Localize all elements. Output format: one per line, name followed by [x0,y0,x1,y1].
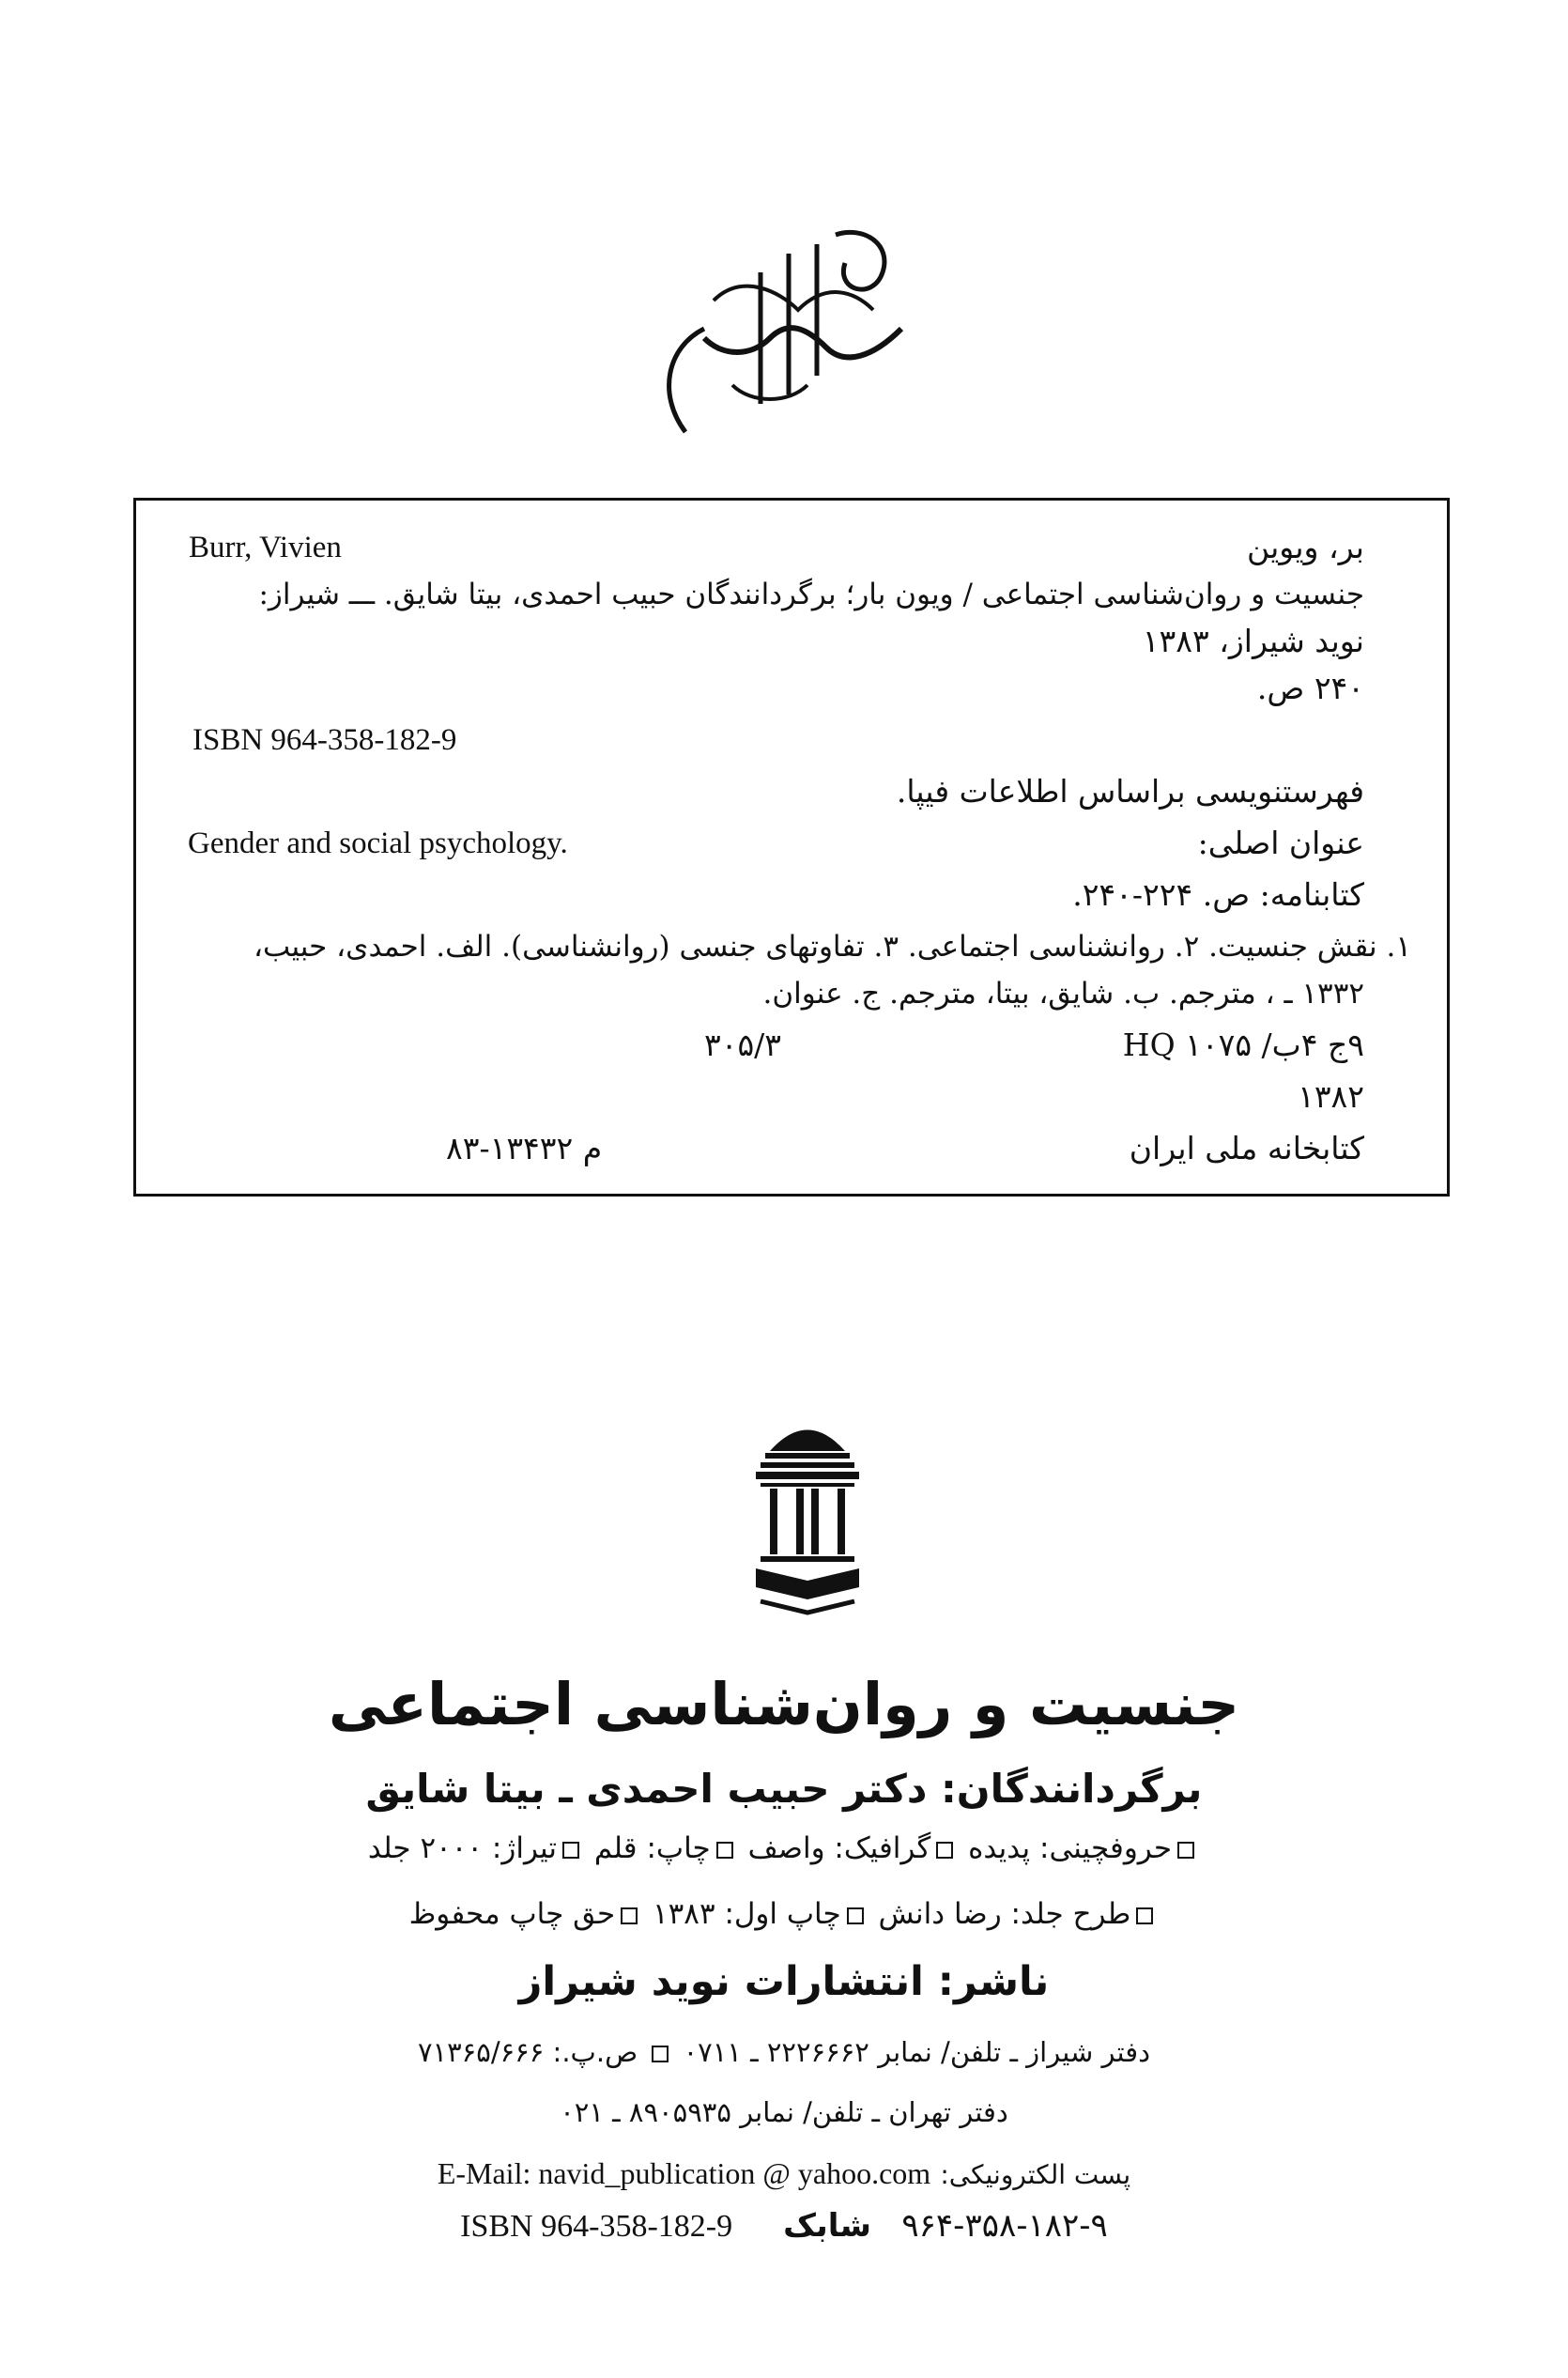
isbn-line [0,2207,1568,2245]
cip-record-box [133,498,1450,1197]
cover-design-credit: طرح جلد: رضا دانش [878,1897,1131,1931]
graphics-credit: گرافیک: واصف [747,1831,931,1865]
bibliography-note: کتابنامه: ص. ۲۲۴-۲۴۰. [1072,876,1364,913]
printing-credit: چاپ: قلم [593,1831,711,1865]
title-statement: جنسیت و روان‌شناسی اجتماعی / ویون بار؛ برگردانندگان حبیب احمدی، بیتا شایق. ـــ شیراز: [258,578,1364,611]
national-bibliography-number: م ۱۳۴۳۲-۸۳ [446,1130,603,1166]
production-credits-line-1 [0,1831,1568,1865]
lc-classification: ۹ج ۴ب/ ۱۰۷۵ HQ [1122,1027,1364,1063]
publisher-name: ناشر: انتشارات نوید شیراز [518,1958,1050,2005]
fipa-note: فهرستنویسی براساس اطلاعات فیپا. [896,773,1364,810]
shiraz-contact [0,2036,1568,2068]
isbn-en: ISBN 964-358-182-9 [460,2209,733,2244]
publisher-logo [751,1413,864,1620]
print-run: تیراژ: ۲۰۰۰ جلد [367,1831,558,1865]
isbn-label: شابک [783,2207,871,2245]
original-title-en: Gender and social psychology. [188,826,568,860]
author-name-fa: بر، ویوین [1246,529,1364,565]
first-edition: چاپ اول: ۱۳۸۳ [653,1897,841,1931]
subjects-line-2: ۱۳۳۲ ـ ، مترجم. ب. شایق، بیتا، مترجم. ج. عنوان. [762,977,1364,1011]
publication-info: نوید شیراز، ۱۳۸۳ [1142,623,1364,659]
email-line [0,2155,1568,2191]
po-box: ص.پ.: ۷۱۳۶۵/۶۶۶ [417,2036,638,2068]
production-credits-line-2 [0,1897,1568,1931]
book-title: جنسیت و روان‌شناسی اجتماعی [328,1670,1240,1738]
author-name-en: Burr, Vivien [189,531,342,564]
typesetting-credit: حروفچینی: پدیده [968,1831,1173,1865]
cataloging-year: ۱۳۸۲ [1298,1078,1364,1115]
translators: برگردانندگان: دکتر حبیب احمدی ـ بیتا شایق [365,1766,1203,1812]
national-library: کتابخانه ملی ایران [1129,1130,1364,1166]
subjects-line-1: ۱. نقش جنسیت. ۲. روانشناسی اجتماعی. ۳. تفاوتهای جنسی (روانشناسی). الف. احمدی، حبیب، [254,930,1411,964]
isbn-fa: ۹۶۴-۳۵۸-۱۸۲-۹ [901,2207,1108,2245]
basmala-calligraphy [648,216,920,441]
email-address: E-Mail: navid_publication @ yahoo.com [437,2156,931,2190]
cip-isbn: ISBN 964-358-182-9 [192,723,457,757]
original-title-label: عنوان اصلی: [1197,825,1364,861]
shiraz-office: دفتر شیراز ـ تلفن/ نمابر ۲۲۲۶۶۶۲ ـ ۰۷۱۱ [683,2036,1151,2068]
copyright-notice: حق چاپ محفوظ [408,1897,616,1931]
dewey-number: ۳۰۵/۳ [704,1027,782,1063]
tehran-office: دفتر تهران ـ تلفن/ نمابر ۸۹۰۵۹۳۵ ـ ۰۲۱ [560,2096,1008,2128]
page-count: ۲۴۰ ص. [1256,670,1364,706]
email-label: پست الکترونیکی: [940,2159,1131,2190]
